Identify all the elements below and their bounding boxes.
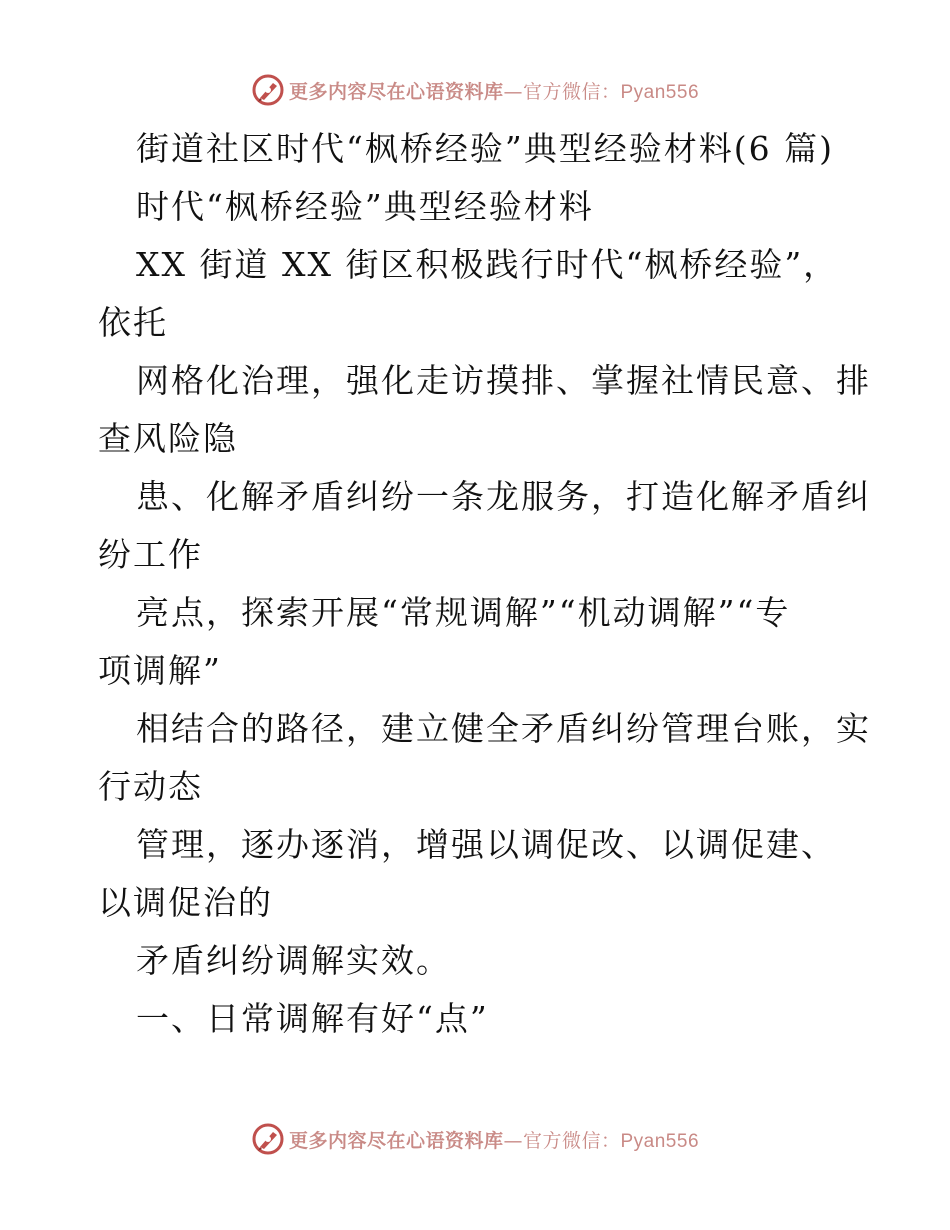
text-line: 管理，逐办逐消，增强以调促改、以调促建、: [136, 825, 836, 864]
pen-logo-icon: [251, 1122, 285, 1156]
text-line: XX 街道 XX 街区积极践行时代“枫桥经验”，: [136, 245, 839, 284]
text-line: 网格化治理，强化走访摸排、掌握社情民意、排: [136, 361, 871, 400]
text-line: 街道社区时代“枫桥经验”典型经验材料(6 篇): [136, 129, 834, 168]
watermark-separator: —: [503, 1129, 523, 1152]
text-line: 患、化解矛盾纠纷一条龙服务，打造化解矛盾纠: [136, 477, 871, 516]
text-line: 行动态: [98, 767, 203, 806]
watermark-id: Pyan556: [620, 81, 700, 103]
text-line: 亮点，探索开展“常规调解”“机动调解”“专: [136, 593, 791, 632]
text-line: 一、日常调解有好“点”: [136, 999, 489, 1038]
watermark-label: 官方微信：: [522, 1129, 621, 1152]
text-line: 以调促治的: [98, 883, 273, 922]
text-line: 矛盾纠纷调解实效。: [136, 941, 451, 980]
text-line: 纷工作: [98, 535, 203, 574]
watermark-name: 更多内容尽在心语资料库: [288, 80, 504, 103]
watermark-label: 官方微信：: [522, 80, 621, 103]
document-body: [98, 120, 871, 1048]
text-line: 依托: [98, 303, 168, 342]
header-watermark: [0, 70, 950, 110]
text-line: 项调解”: [98, 651, 222, 690]
text-line: 时代“枫桥经验”典型经验材料: [136, 187, 594, 226]
watermark-separator: —: [503, 80, 523, 103]
footer-watermark: [0, 1119, 950, 1159]
text-line: 查风险隐: [98, 419, 238, 458]
text-line: 相结合的路径，建立健全矛盾纠纷管理台账，实: [136, 709, 871, 748]
pen-logo-icon: [251, 73, 285, 107]
watermark-id: Pyan556: [620, 1130, 700, 1152]
watermark-name: 更多内容尽在心语资料库: [288, 1129, 504, 1152]
